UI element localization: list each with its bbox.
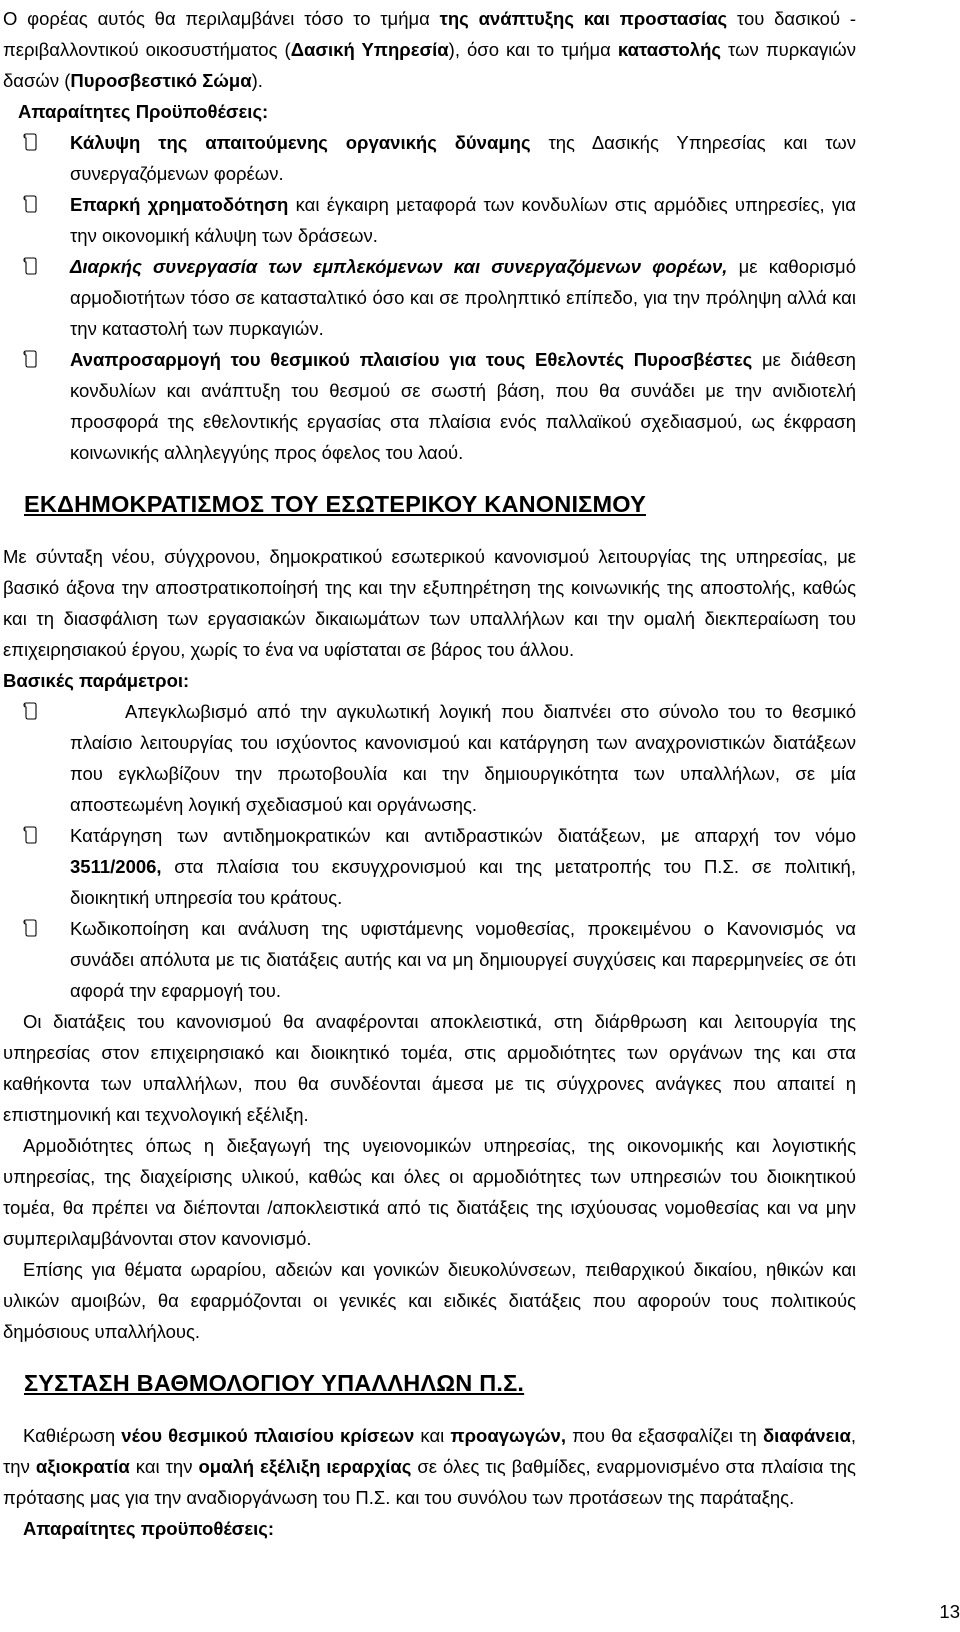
scroll-bullet-icon [23,349,37,369]
scroll-bullet-icon [23,825,37,845]
parameter-item-text: Κωδικοποίηση και ανάλυση της υφιστάμενης νομοθεσίας, προκειμένου ο Κανονισμός να συνάδει απόλυτα με τις διατάξεις αυτής και να μη δημιουργεί συγχύσεις και παρερμηνείες σε ότι αφορά την εφαρμογή του. [70,918,856,1001]
scroll-bullet-icon [23,194,37,214]
prereq-item-text: με διάθεση κονδυλίων και ανάπτυξη του θεσμού σε σωστή βάση, που θα συνάδει με την ανιδιοτελή προσφορά της εθελοντικής εργασίας στα πλαίσια ενός παλλαϊκού σχεδιασμού, ως έκφραση κοινωνικής αλληλεγγύης προς όφελος του λαού. [70,349,856,463]
intro-paragraph [3,3,856,96]
parameter-item-text-2: στα πλαίσια του εκσυγχρονισμού και της μετατροπής του Π.Σ. σε πολιτική, διοικητική υπηρεσία του κράτους. [70,856,856,908]
establish-bold-5: ομαλή εξέλιξη ιεραρχίας [198,1456,412,1477]
scroll-bullet-icon [23,256,37,276]
intro-text-5: ). [251,70,263,91]
intro-text-1: Ο φορέας αυτός θα περιλαμβάνει τόσο το τμήμα [3,8,440,29]
intro-text-3: ), όσο και το τμήμα [448,39,618,60]
establish-text-3: που θα εξασφαλίζει τη [565,1425,763,1446]
scroll-bullet-icon [23,132,37,152]
page-number: 13 [939,1601,960,1622]
intro-bold-3: καταστολής [617,39,722,60]
intro-text-4: των πυρκαγιών δασών ( [3,39,856,91]
parameter-item [3,913,856,1006]
intro-bold-2: Δασική Υπηρεσία [290,39,449,60]
provisions-paragraph: Οι διατάξεις του κανονισμού θα αναφέρονται αποκλειστικά, στη διάρθρωση και λειτουργία της υπηρεσίας στον επιχειρησιακό και διοικητικό τομέα, στις αρμοδιότητες των οργάνων της και στα καθήκοντα των υπαλλήλων, που θα συνδέονται άμεσα με τις σύγχρονες ανάγκες που απαιτεί η επιστημονική και τεχνολογική εξέλιξη. [3,1011,856,1125]
prerequisites-title-2: Απαραίτητες προϋποθέσεις: [23,1518,275,1539]
parameter-item [3,820,856,913]
parameter-item-text: Κατάργηση των αντιδημοκρατικών και αντιδραστικών διατάξεων, με απαρχή τον νόμο [70,825,856,846]
establish-text-5: και την [129,1456,199,1477]
establish-bold-2: προαγωγών, [450,1425,566,1446]
establish-bold-4: αξιοκρατία [35,1456,130,1477]
scroll-bullet-icon [23,701,37,721]
prereq-item [3,251,856,344]
establish-text-1: Καθιέρωση [23,1425,122,1446]
intro-bold-4: Πυροσβεστικό Σώμα [70,70,252,91]
intro-text-2: του δασικού - περιβαλλοντικού οικοσυστήματος ( [3,8,857,60]
establish-bold-3: διαφάνεια [762,1425,851,1446]
prereq-item-bold: Αναπροσαρμογή του θεσμικού πλαισίου για τους Εθελοντές Πυροσβέστες [70,349,753,370]
prereq-item-text: και έγκαιρη μεταφορά των κονδυλίων στις αρμόδιες υπηρεσίες, για την οικονομική κάλυψη των δράσεων. [70,194,856,246]
establish-paragraph [3,1420,856,1513]
prereq-item-text: με καθορισμό αρμοδιοτήτων τόσο σε κατασταλτικό όσο και σε προληπτικό επίπεδο, για την πρόληψη αλλά και την καταστολή των πυρκαγιών. [70,256,856,339]
parameter-item-bold: 3511/2006, [70,856,162,877]
parameter-item-text: Απεγκλωβισμό από την αγκυλωτική λογική που διαπνέει στο σύνολο του το θεσμικό πλαίσιο λειτουργίας του ισχύοντος κανονισμού και κατάργηση των αναχρονιστικών διατάξεων που εγκλωβίζουν την πρωτοβουλία και την δημιουργικότητα των υπαλλήλων, σε μία αποστεωμένη λογική σχεδιασμού και οργάνωσης. [70,701,856,815]
prerequisites-title: Απαραίτητες Προϋποθέσεις: [18,101,269,122]
prereq-item [3,189,856,251]
establish-bold-1: νέου θεσμικού πλαισίου κρίσεων [121,1425,415,1446]
establish-text-2: και [414,1425,451,1446]
establish-text-6: σε όλες τις βαθμίδες, εναρμονισμένο στα πλαίσια της πρότασης μας για την αναδιοργάνωση του Π.Σ. και του συνόλου των προτάσεων της παράταξης. [3,1456,856,1508]
prereq-item-bold: Διαρκής συνεργασία των εμπλεκόμενων και συνεργαζόμενων φορέων, [70,256,728,277]
prereq-item [3,127,856,189]
prereq-item [3,344,856,468]
prereq-item-text: της Δασικής Υπηρεσίας και των συνεργαζόμενων φορέων. [70,132,856,184]
parameters-title: Βασικές παράμετροι: [3,670,190,691]
competences-paragraph: Αρμοδιότητες όπως η διεξαγωγή της υγειονομικών υπηρεσίας, της οικονομικής και λογιστικής υπηρεσίας, της διαχείρισης υλικού, καθώς και όλες οι αρμοδιότητες των υπηρεσιών του διοικητικού τομέα, θα πρέπει να διέπονται /αποκλειστικά από τις διατάξεις της ισχύουσας νομοθεσίας και να μην συμπεριλαμβάνονται στον κανονισμό. [3,1135,856,1249]
prereq-item-bold: Κάλυψη της απαιτούμενης οργανικής δύναμης [70,132,531,153]
establish-text-4: , την [3,1425,856,1477]
also-paragraph: Επίσης για θέματα ωραρίου, αδειών και γονικών διευκολύνσεων, πειθαρχικού δικαίου, ηθικών και υλικών αμοιβών, θα εφαρμόζονται οι γενικές και ειδικές διατάξεις που αφορούν τους πολιτικούς δημόσιους υπαλλήλους. [3,1259,856,1342]
prereq-item-bold: Επαρκή χρηματοδότηση [70,194,289,215]
parameter-item [3,696,856,820]
intro-bold-1: της ανάπτυξης και προστασίας [439,8,728,29]
section-heading-grading: ΣΥΣΤΑΣΗ ΒΑΘΜΟΛΟΓΙΟΥ ΥΠΑΛΛΗΛΩΝ Π.Σ. [24,1370,525,1396]
scroll-bullet-icon [23,918,37,938]
regulation-paragraph: Με σύνταξη νέου, σύγχρονου, δημοκρατικού εσωτερικού κανονισμού λειτουργίας της υπηρεσίας, με βασικό άξονα την αποστρατικοποίησή της και την εξυπηρέτηση της κοινωνικής της αποστολής, καθώς και τη διασφάλιση των εργασιακών δικαιωμάτων των υπαλλήλων και την ομαλή διεκπεραίωση του επιχειρησιακού έργου, χωρίς το ένα να υφίσταται σε βάρος του άλλου. [3,546,856,660]
section-heading-regulation: ΕΚΔΗΜΟΚΡΑΤΙΣΜΟΣ ΤΟΥ ΕΣΩΤΕΡΙΚΟΥ ΚΑΝΟΝΙΣΜΟΥ [24,491,646,517]
document-body [3,0,856,1544]
